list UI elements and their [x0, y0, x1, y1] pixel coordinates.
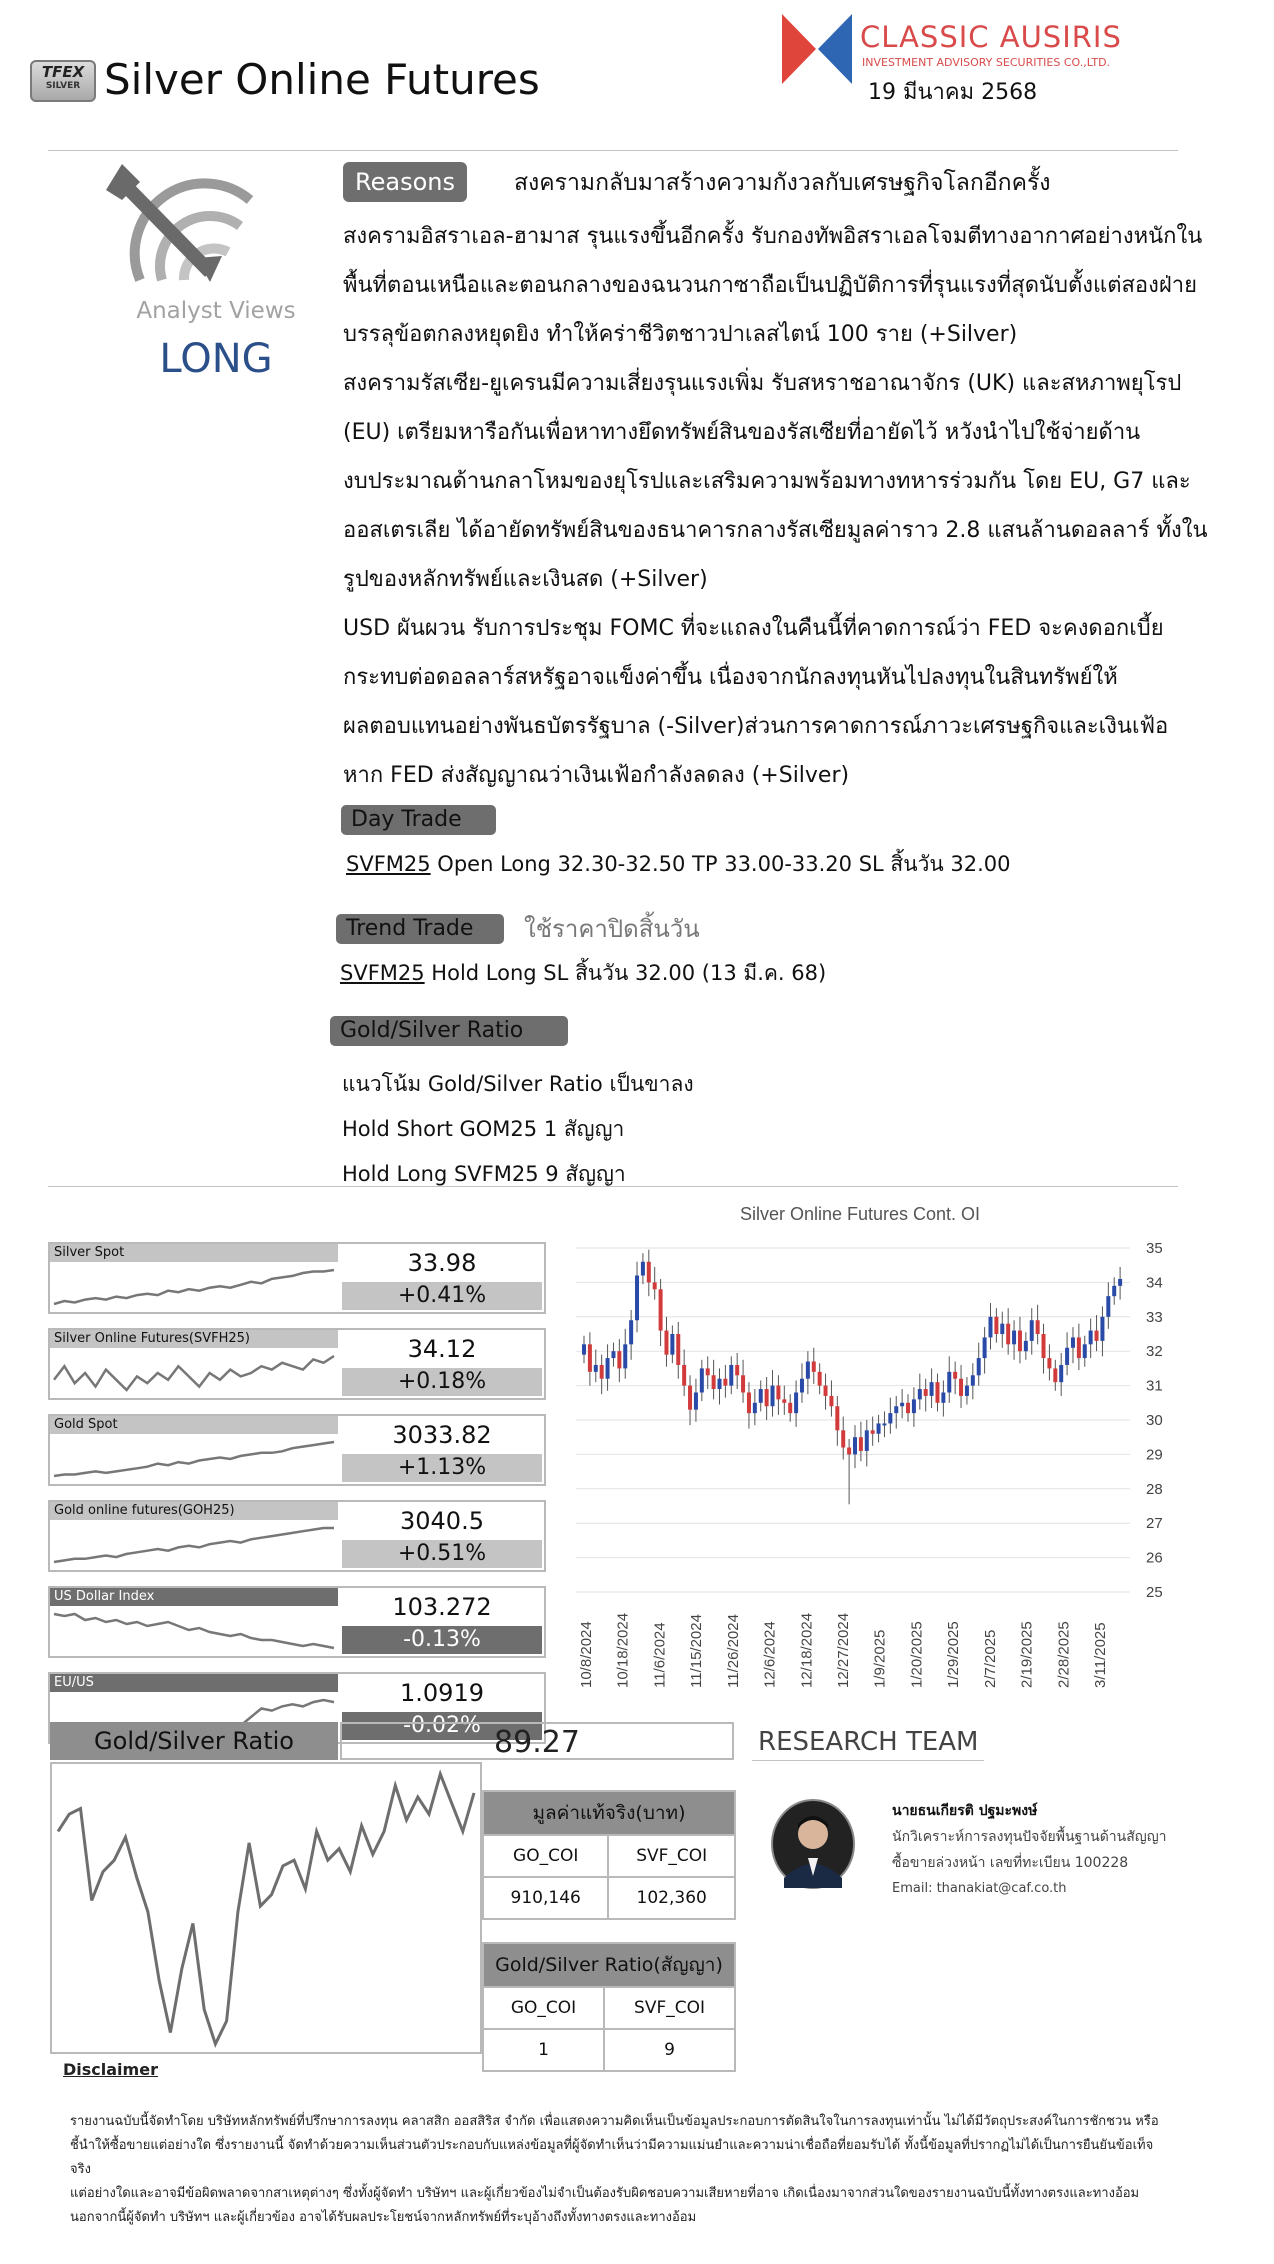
- y-tick-label: 27: [1146, 1515, 1163, 1533]
- trend-trade-signal: [340, 958, 826, 988]
- reason-line: สงครามรัสเซีย-ยูเครนมีความเสี่ยงรุนแรงเพิ่ม รับสหราชอาณาจักร (UK) และสหภาพยุโรป: [343, 371, 1182, 396]
- candle: [729, 1356, 733, 1394]
- candle: [959, 1365, 963, 1408]
- market-label: US Dollar Index: [50, 1588, 338, 1606]
- gs-ratio-strategy: [342, 1062, 694, 1197]
- y-tick-label: 30: [1146, 1412, 1163, 1429]
- candle: [670, 1325, 674, 1363]
- candle: [629, 1310, 633, 1360]
- candle: [1024, 1332, 1028, 1360]
- candle: [647, 1250, 651, 1296]
- analyst-avatar: [770, 1798, 856, 1890]
- candle: [994, 1308, 998, 1342]
- candle: [977, 1343, 981, 1386]
- market-sparkline: [50, 1608, 338, 1652]
- research-info: [892, 1798, 1167, 1902]
- market-price: 3033.82: [392, 1421, 492, 1449]
- candle: [653, 1267, 657, 1300]
- reason-line: สงครามอิสราเอล-ฮามาส รุนแรงขึ้นอีกครั้ง รับกองทัพอิสราเอลโจมตีทางอากาศอย่างหนักใน: [343, 224, 1203, 249]
- tfex-logo-sub: SILVER: [45, 81, 81, 91]
- day-trade-text: Open Long 32.30-32.50 TP 33.00-33.20 SL สิ้นวัน 32.00: [430, 852, 1011, 876]
- candle: [741, 1360, 745, 1403]
- candle: [824, 1374, 828, 1410]
- ratio-contract-title: Gold/Silver Ratio(สัญญา): [483, 1943, 735, 1987]
- oi-candlestick-chart: [560, 1192, 1163, 1712]
- reasons-text: [343, 212, 1263, 800]
- ratio-chart-frame: [50, 1762, 482, 2054]
- candle: [918, 1374, 922, 1410]
- research-team-heading: RESEARCH TEAM: [758, 1727, 979, 1757]
- candle: [688, 1375, 692, 1425]
- ratio-contract-cell: 1: [483, 2029, 604, 2071]
- market-label: Gold online futures(GOH25): [50, 1502, 338, 1520]
- candle: [1089, 1319, 1093, 1359]
- market-change: +0.18%: [342, 1368, 542, 1396]
- candle: [1118, 1267, 1122, 1300]
- real-value-cell: 910,146: [483, 1877, 608, 1919]
- reason-line: ออสเตรเลีย ได้อายัดทรัพย์สินของธนาคารกลางรัสเซียมูลค่าราว 2.8 แสนล้านดอลลาร์ ทั้งใน: [343, 518, 1208, 543]
- trend-trade-note: ใช้ราคาปิดสิ้นวัน: [524, 915, 700, 943]
- target-arrow-icon: [100, 160, 260, 300]
- y-tick-label: 34: [1146, 1274, 1163, 1292]
- candle: [1077, 1324, 1081, 1370]
- chart-y-ticks: [1146, 1240, 1163, 1601]
- candle: [971, 1363, 975, 1399]
- sparkline-path: [54, 1528, 334, 1562]
- market-label: Gold Spot: [50, 1416, 338, 1434]
- candle: [594, 1349, 598, 1382]
- analyst-role: นักวิเคราะห์การลงทุนปัจจัยพื้นฐานด้านสัญญา: [892, 1829, 1167, 1845]
- candle: [712, 1360, 716, 1400]
- candle: [1053, 1360, 1057, 1391]
- gs-ratio-pill: Gold/Silver Ratio: [330, 1016, 568, 1046]
- market-label: Silver Online Futures(SVFH25): [50, 1330, 338, 1348]
- candle: [706, 1356, 710, 1389]
- reasons-pill: Reasons: [343, 162, 467, 202]
- market-price: 103.272: [392, 1593, 492, 1621]
- disclaimer-title: Disclaimer: [63, 2060, 158, 2079]
- y-tick-label: 28: [1146, 1480, 1163, 1498]
- x-tick-label: 1/9/2025: [871, 1629, 889, 1688]
- y-tick-label: 33: [1146, 1308, 1163, 1326]
- candle: [617, 1339, 621, 1382]
- candle: [782, 1386, 786, 1415]
- x-tick-label: 2/28/2025: [1055, 1621, 1073, 1688]
- candle: [611, 1343, 615, 1367]
- x-tick-label: 1/20/2025: [908, 1621, 926, 1688]
- candle: [771, 1370, 775, 1416]
- market-price: 3040.5: [400, 1507, 484, 1535]
- market-sparkline: [50, 1522, 338, 1566]
- market-price: 34.12: [407, 1335, 477, 1363]
- candle: [865, 1420, 869, 1466]
- sparkline-path: [54, 1270, 334, 1304]
- brand-subtitle: INVESTMENT ADVISORY SECURITIES CO.,LTD.: [862, 56, 1111, 69]
- candle: [1106, 1282, 1110, 1328]
- candle: [623, 1329, 627, 1379]
- candle: [747, 1382, 751, 1428]
- analyst-views-label: Analyst Views: [136, 298, 296, 324]
- candle: [776, 1375, 780, 1415]
- candle: [912, 1387, 916, 1427]
- candle: [947, 1356, 951, 1402]
- candle: [723, 1365, 727, 1398]
- day-trade-signal: [346, 849, 1011, 879]
- candle: [877, 1415, 881, 1443]
- reason-line: (EU) เตรียมหารือกันเพื่อหาทางยึดทรัพย์สินของรัสเซียที่อายัดไว้ หวังนำไปใช้จ่ายด้าน: [343, 420, 1141, 445]
- analyst-view-value: LONG: [159, 336, 273, 382]
- candle: [788, 1394, 792, 1422]
- candle: [835, 1396, 839, 1446]
- candle: [659, 1279, 663, 1346]
- reason-line: งบประมาณด้านกลาโหมของยุโรปและเสริมความพร้อมทางทหารร่วมกัน โดย EU, G7 และ: [343, 469, 1191, 494]
- reason-line: บรรลุข้อตกลงหยุดยิง ทำให้คร่าชีวิตชาวปาเลสไตน์ 100 ราย (+Silver): [343, 322, 1018, 347]
- reasons-headline: สงครามกลับมาสร้างความกังวลกับเศรษฐกิจโลกอีกครั้ง: [514, 170, 1051, 196]
- sparkline-path: [54, 1356, 334, 1390]
- tfex-logo-main: TFEX: [41, 63, 85, 81]
- disclaimer-line: รายงานฉบับนี้จัดทำโดย บริษัทหลักทรัพย์ที่ปรึกษาการลงทุน คลาสสิก ออสสิริส จำกัด เพื่อแสดงความคิดเห็นเป็นข้อมูลประกอบการตัดสินใจในการลงทุนเท่านั้น ไม่ได้มีวัตถุประสงค์ในการชักชวน หรือ: [70, 2114, 1159, 2129]
- candle: [953, 1362, 957, 1395]
- real-value-table: [482, 1790, 736, 1920]
- market-change: -0.13%: [342, 1626, 542, 1654]
- ratio-contract-header: SVF_COI: [604, 1987, 735, 2029]
- y-tick-label: 25: [1146, 1584, 1163, 1601]
- y-tick-label: 32: [1146, 1343, 1163, 1361]
- candle: [818, 1363, 822, 1394]
- sparkline-path: [54, 1442, 334, 1476]
- market-change: +0.51%: [342, 1540, 542, 1568]
- chart-candles: [582, 1250, 1122, 1505]
- market-price: 1.0919: [400, 1679, 484, 1707]
- y-tick-label: 26: [1146, 1549, 1163, 1567]
- disclaimer-line: แต่อย่างใดและอาจมีข้อผิดพลาดจากสาเหตุต่างๆ ซึ่งทั้งผู้จัดทำ บริษัทฯ และผู้เกี่ยวข้องไม่จำเป็นต้องรับผิดชอบความเสียหายที่อาจ เกิดเนื่องมาจากส่วนใดของรายงานฉบับนี้ทั้งทางตรงและทางอ้อม: [70, 2186, 1140, 2201]
- ratio-contract-cell: 9: [604, 2029, 735, 2071]
- x-tick-label: 2/19/2025: [1018, 1621, 1036, 1688]
- candle: [1112, 1277, 1116, 1305]
- candle: [582, 1336, 586, 1364]
- ratio-contract-header: GO_COI: [483, 1987, 604, 2029]
- reason-line: ผลตอบแทนอย่างพันธบัตรรัฐบาล (-Silver)ส่วนการคาดการณ์ภาวะเศรษฐกิจและเงินเฟ้อ: [343, 714, 1169, 739]
- research-underline: [752, 1760, 984, 1761]
- ratio-label: Gold/Silver Ratio: [50, 1722, 338, 1760]
- candle: [700, 1360, 704, 1401]
- market-change: -0.02%: [342, 1712, 542, 1740]
- candle: [718, 1368, 722, 1404]
- candle: [989, 1303, 993, 1349]
- candle: [676, 1322, 680, 1379]
- real-value-header: GO_COI: [483, 1835, 608, 1877]
- trend-trade-symbol: SVFM25: [340, 961, 425, 985]
- day-trade-pill: Day Trade: [341, 805, 496, 835]
- gs-ratio-line: Hold Short GOM25 1 สัญญา: [342, 1117, 625, 1141]
- reason-line: หาก FED ส่งสัญญาณว่าเงินเฟ้อกำลังลดลง (+Silver): [343, 763, 850, 788]
- market-label: EU/US: [50, 1674, 338, 1692]
- candle: [635, 1262, 639, 1333]
- y-tick-label: 31: [1146, 1377, 1163, 1395]
- day-trade-symbol: SVFM25: [346, 852, 431, 876]
- candle: [1042, 1324, 1046, 1374]
- reason-line: USD ผันผวน รับการประชุม FOMC ที่จะแถลงในคืนนี้ที่คาดการณ์ว่า FED จะคงดอกเบี้ย: [343, 616, 1164, 641]
- candle: [900, 1389, 904, 1418]
- candle: [812, 1348, 816, 1384]
- reason-line: กระทบต่อดอลลาร์สหรัฐอาจแข็งค่าขึ้น เนื่องจากนักลงทุนหันไปลงทุนในสินทรัพย์ให้: [343, 665, 1118, 690]
- disclaimer-text: [70, 2110, 1170, 2230]
- candle: [965, 1377, 969, 1405]
- ratio-contract-table: [482, 1942, 736, 2072]
- candle: [841, 1417, 845, 1460]
- analyst-email: Email: thanakiat@caf.co.th: [892, 1881, 1067, 1896]
- candle: [664, 1317, 668, 1367]
- y-tick-label: 29: [1146, 1446, 1163, 1464]
- candle: [641, 1253, 645, 1284]
- x-tick-label: 10/8/2024: [578, 1621, 595, 1688]
- candle: [759, 1380, 763, 1411]
- page-title: Silver Online Futures: [104, 55, 540, 104]
- tfex-silver-logo: [30, 60, 96, 102]
- analyst-name: นายธนเกียรติ ปฐมะพงษ์: [892, 1803, 1038, 1819]
- trend-trade-text: Hold Long SL สิ้นวัน 32.00 (13 มี.ค. 68): [424, 961, 827, 985]
- y-tick-label: 35: [1146, 1240, 1163, 1257]
- chart-x-ticks: [578, 1613, 1109, 1688]
- candle: [735, 1353, 739, 1389]
- candle: [1012, 1320, 1016, 1360]
- candle: [1100, 1306, 1104, 1356]
- x-tick-label: 12/18/2024: [798, 1612, 816, 1688]
- candle: [924, 1379, 928, 1412]
- chart-title: Silver Online Futures Cont. OI: [739, 1204, 981, 1224]
- market-sparkline: [50, 1350, 338, 1394]
- market-change: +1.13%: [342, 1454, 542, 1482]
- trend-trade-pill: Trend Trade: [336, 914, 504, 944]
- x-tick-label: 12/27/2024: [835, 1612, 852, 1688]
- disclaimer-line: ชี้นำให้ซื้อขายแต่อย่างใด ซึ่งรายงานนี้ จัดทำด้วยความเห็นส่วนตัวประกอบกับแหล่งข้อมูลที่ผู้จัดทำเห็นว่ามีความแม่นยำและความน่าเชื่อถือที่ยอมรับได้ ทั้งนี้ข้อมูลที่ปรากฏไม่ได้เป็นการยืนยันข้อเท็จจริง: [70, 2138, 1154, 2177]
- real-value-header: SVF_COI: [608, 1835, 735, 1877]
- ratio-line-chart: [52, 1764, 480, 2052]
- candle: [935, 1374, 939, 1412]
- x-tick-label: 11/15/2024: [688, 1614, 706, 1688]
- candle: [682, 1349, 686, 1395]
- real-value-title: มูลค่าแท้จริง(บาท): [483, 1791, 735, 1835]
- x-tick-label: 11/26/2024: [724, 1614, 742, 1688]
- candle: [588, 1332, 592, 1385]
- candle: [888, 1398, 892, 1434]
- real-value-cell: 102,360: [608, 1877, 735, 1919]
- candle: [930, 1368, 934, 1408]
- candle: [1047, 1344, 1051, 1380]
- analyst-license: ซื้อขายล่วงหน้า เลขที่ทะเบียน 100228: [892, 1855, 1129, 1871]
- reason-line: รูปของหลักทรัพย์และเงินสด (+Silver): [343, 567, 708, 592]
- x-tick-label: 11/6/2024: [651, 1622, 669, 1688]
- ratio-value: 89.27: [340, 1722, 734, 1760]
- x-tick-label: 12/6/2024: [761, 1621, 779, 1688]
- classic-ausiris-logo-icon: [782, 14, 852, 84]
- section-divider: [48, 1186, 1178, 1187]
- candle: [1006, 1308, 1010, 1354]
- candle: [1071, 1327, 1075, 1363]
- market-change: +0.41%: [342, 1282, 542, 1310]
- gs-ratio-line: แนวโน้ม Gold/Silver Ratio เป็นขาลง: [342, 1072, 694, 1096]
- candle: [894, 1396, 898, 1429]
- candle: [765, 1377, 769, 1420]
- market-sparkline: [50, 1436, 338, 1480]
- candle: [800, 1363, 804, 1403]
- report-date: 19 มีนาคม 2568: [868, 80, 1038, 105]
- candle: [1036, 1305, 1040, 1345]
- x-tick-label: 2/7/2025: [981, 1629, 999, 1688]
- ratio-line: [58, 1774, 474, 2044]
- x-tick-label: 1/29/2025: [945, 1621, 963, 1688]
- x-tick-label: 10/18/2024: [614, 1612, 632, 1688]
- reason-line: พื้นที่ตอนเหนือและตอนกลางของฉนวนกาซาถือเป็นปฏิบัติการที่รุนแรงที่สุดนับตั้งแต่สองฝ่าย: [343, 273, 1198, 298]
- brand-name: CLASSIC AUSIRIS: [860, 20, 1122, 54]
- candle: [871, 1417, 875, 1446]
- candle: [1030, 1308, 1034, 1354]
- candle: [906, 1394, 910, 1422]
- header-divider: [48, 150, 1178, 151]
- market-price: 33.98: [407, 1249, 477, 1277]
- candle: [1018, 1317, 1022, 1363]
- sparkline-path: [54, 1614, 334, 1648]
- candle: [853, 1425, 857, 1468]
- candle: [1059, 1353, 1063, 1396]
- disclaimer-line: นอกจากนี้ผู้จัดทำ บริษัทฯ และผู้เกี่ยวข้อง อาจได้รับผลประโยชน์จากหลักทรัพย์ที่ระบุอ้างถึงทั้งทางตรงและทางอ้อม: [70, 2210, 697, 2225]
- candle: [806, 1351, 810, 1394]
- candle: [847, 1439, 851, 1504]
- x-tick-label: 3/11/2025: [1092, 1622, 1109, 1688]
- candle: [600, 1355, 604, 1395]
- gs-ratio-line: Hold Long SVFM25 9 สัญญา: [342, 1162, 626, 1186]
- candle: [1065, 1332, 1069, 1375]
- candle: [983, 1327, 987, 1373]
- candle: [882, 1411, 886, 1437]
- market-label: Silver Spot: [50, 1244, 338, 1262]
- market-sparkline: [50, 1264, 338, 1308]
- candle: [1095, 1315, 1099, 1351]
- candle: [859, 1422, 863, 1462]
- candle: [1083, 1336, 1087, 1367]
